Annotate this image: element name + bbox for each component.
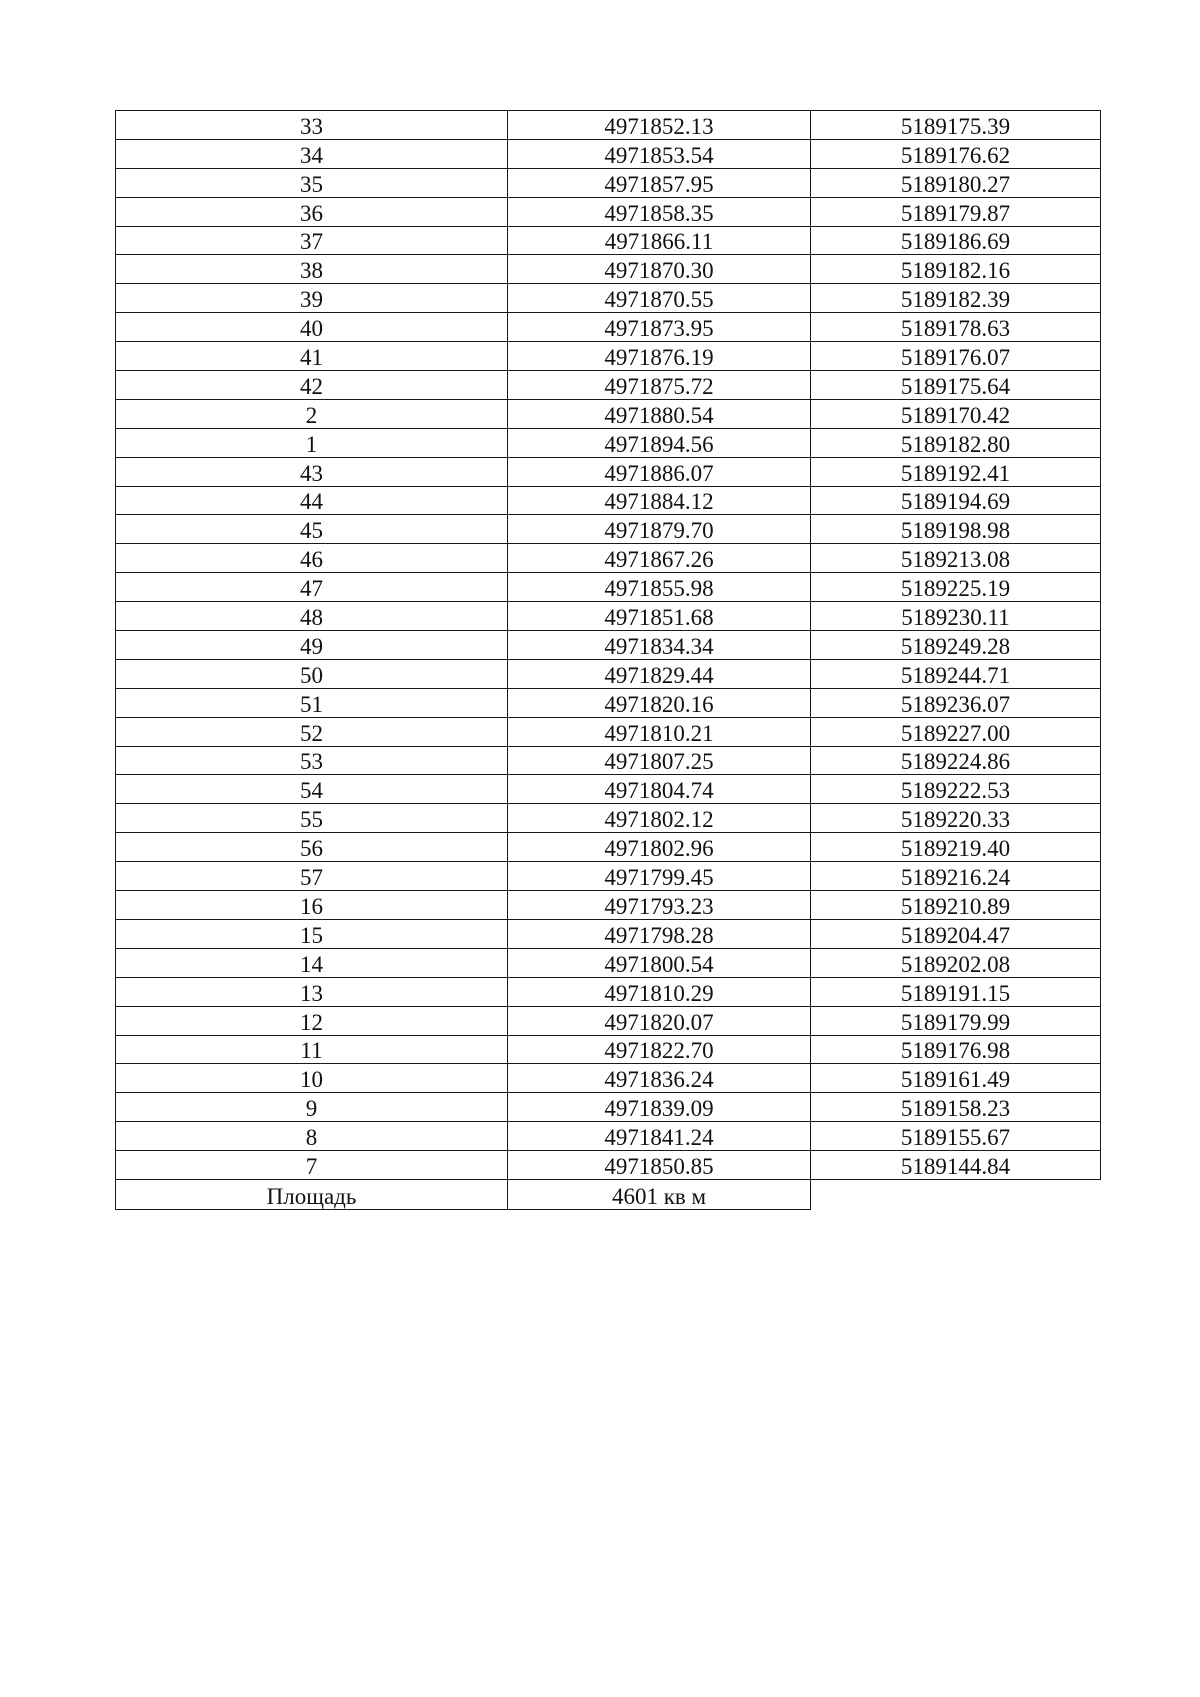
point-number-cell	[116, 1151, 508, 1180]
y-coordinate-cell	[811, 746, 1101, 775]
point-number-cell	[116, 1093, 508, 1122]
point-number-cell	[116, 977, 508, 1006]
y-coordinate-text: 5189230.11	[901, 605, 1010, 631]
coordinates-table	[115, 110, 1101, 1210]
point-number-cell	[116, 111, 508, 140]
y-coordinate-cell	[811, 631, 1101, 660]
point-number-text: 43	[300, 460, 323, 486]
y-coordinate-cell	[811, 197, 1101, 226]
y-coordinate-text: 5189224.86	[900, 749, 1011, 775]
y-coordinate-text: 5189182.80	[900, 431, 1011, 457]
table-row	[116, 515, 1101, 544]
x-coordinate-cell	[508, 659, 811, 688]
point-number-cell	[116, 717, 508, 746]
y-coordinate-cell	[811, 255, 1101, 284]
point-number-cell	[116, 428, 508, 457]
point-number-cell	[116, 688, 508, 717]
y-coordinate-cell	[811, 1064, 1101, 1093]
table-row	[116, 775, 1101, 804]
y-coordinate-cell	[811, 602, 1101, 631]
point-number-text: 13	[300, 980, 323, 1006]
point-number-text: 11	[300, 1038, 323, 1064]
point-number-cell	[116, 804, 508, 833]
x-coordinate-text: 4971880.54	[604, 402, 714, 428]
table-row	[116, 602, 1101, 631]
x-coordinate-cell	[508, 1035, 811, 1064]
y-coordinate-text: 5189204.47	[900, 922, 1011, 948]
y-coordinate-cell	[811, 948, 1101, 977]
x-coordinate-text: 4971886.07	[604, 460, 714, 486]
table-row	[116, 284, 1101, 313]
point-number-cell	[116, 948, 508, 977]
x-coordinate-cell	[508, 428, 811, 457]
y-coordinate-cell	[811, 226, 1101, 255]
table-row	[116, 659, 1101, 688]
x-coordinate-text: 4971807.25	[604, 749, 714, 775]
point-number-cell	[116, 1064, 508, 1093]
x-coordinate-cell	[508, 1064, 811, 1093]
y-coordinate-text: 5189210.89	[900, 893, 1011, 919]
y-coordinate-text: 5189180.27	[900, 171, 1011, 197]
point-number-text: 57	[300, 865, 323, 891]
x-coordinate-cell	[508, 602, 811, 631]
x-coordinate-cell	[508, 948, 811, 977]
y-coordinate-text: 5189191.15	[900, 980, 1011, 1006]
point-number-text: 42	[300, 373, 323, 399]
table-row	[116, 977, 1101, 1006]
point-number-cell	[116, 226, 508, 255]
x-coordinate-text: 4971873.95	[604, 316, 714, 342]
y-coordinate-text: 5189175.39	[900, 113, 1011, 139]
y-coordinate-cell	[811, 457, 1101, 486]
point-number-text: 46	[300, 547, 323, 573]
y-coordinate-text: 5189192.41	[900, 460, 1011, 486]
table-row	[116, 804, 1101, 833]
point-number-text: 15	[300, 922, 323, 948]
point-number-cell	[116, 659, 508, 688]
y-coordinate-text: 5189176.07	[900, 345, 1011, 371]
table-row	[116, 428, 1101, 457]
y-coordinate-cell	[811, 891, 1101, 920]
point-number-cell	[116, 371, 508, 400]
table-row	[116, 399, 1101, 428]
y-coordinate-text: 5189194.69	[900, 489, 1011, 515]
y-coordinate-text: 5189202.08	[900, 951, 1011, 977]
x-coordinate-text: 4971870.55	[604, 287, 714, 313]
y-coordinate-cell	[811, 833, 1101, 862]
x-coordinate-cell	[508, 688, 811, 717]
point-number-cell	[116, 139, 508, 168]
table-row	[116, 255, 1101, 284]
x-coordinate-cell	[508, 775, 811, 804]
x-coordinate-cell	[508, 371, 811, 400]
y-coordinate-cell	[811, 313, 1101, 342]
point-number-cell	[116, 919, 508, 948]
x-coordinate-cell	[508, 891, 811, 920]
point-number-text: 2	[305, 402, 318, 428]
x-coordinate-text: 4971810.21	[604, 720, 714, 746]
x-coordinate-cell	[508, 284, 811, 313]
point-number-cell	[116, 313, 508, 342]
x-coordinate-cell	[508, 862, 811, 891]
y-coordinate-text: 5189236.07	[900, 691, 1011, 717]
point-number-cell	[116, 833, 508, 862]
point-number-cell	[116, 399, 508, 428]
x-coordinate-cell	[508, 746, 811, 775]
y-coordinate-text: 5189227.00	[900, 720, 1011, 746]
x-coordinate-cell	[508, 1093, 811, 1122]
point-number-text: 41	[300, 345, 323, 371]
table-row	[116, 544, 1101, 573]
y-coordinate-text: 5189155.67	[900, 1125, 1011, 1151]
table-row	[116, 342, 1101, 371]
x-coordinate-cell	[508, 1122, 811, 1151]
y-coordinate-cell	[811, 399, 1101, 428]
y-coordinate-cell	[811, 111, 1101, 140]
point-number-cell	[116, 1122, 508, 1151]
y-coordinate-cell	[811, 168, 1101, 197]
x-coordinate-text: 4971820.07	[604, 1009, 714, 1035]
point-number-cell	[116, 775, 508, 804]
table-row	[116, 168, 1101, 197]
point-number-text: 47	[300, 576, 323, 602]
y-coordinate-text: 5189222.53	[900, 778, 1011, 804]
x-coordinate-text: 4971852.13	[604, 113, 714, 139]
y-coordinate-cell	[811, 573, 1101, 602]
x-coordinate-cell	[508, 486, 811, 515]
point-number-cell	[116, 486, 508, 515]
x-coordinate-text: 4971822.70	[604, 1038, 714, 1064]
x-coordinate-cell	[508, 717, 811, 746]
point-number-cell	[116, 891, 508, 920]
x-coordinate-text: 4971802.12	[604, 807, 714, 833]
y-coordinate-text: 5189186.69	[900, 229, 1011, 255]
point-number-cell	[116, 602, 508, 631]
x-coordinate-cell	[508, 631, 811, 660]
y-coordinate-text: 5189244.71	[900, 662, 1011, 688]
x-coordinate-text: 4971834.34	[604, 633, 714, 659]
table-row	[116, 111, 1101, 140]
y-coordinate-text: 5189170.42	[900, 402, 1011, 428]
y-coordinate-cell	[811, 1151, 1101, 1180]
point-number-text: 33	[300, 113, 323, 139]
point-number-text: 40	[300, 316, 323, 342]
x-coordinate-cell	[508, 919, 811, 948]
point-number-cell	[116, 515, 508, 544]
x-coordinate-text: 4971857.95	[604, 171, 714, 197]
point-number-cell	[116, 342, 508, 371]
x-coordinate-cell	[508, 977, 811, 1006]
x-coordinate-cell	[508, 573, 811, 602]
table-row	[116, 371, 1101, 400]
point-number-cell	[116, 457, 508, 486]
y-coordinate-text: 5189198.98	[900, 518, 1011, 544]
x-coordinate-text: 4971879.70	[604, 518, 714, 544]
x-coordinate-text: 4971870.30	[604, 258, 714, 284]
y-coordinate-cell	[811, 342, 1101, 371]
point-number-text: 45	[300, 518, 323, 544]
area-label: Площадь	[266, 1183, 357, 1209]
table-row	[116, 197, 1101, 226]
x-coordinate-text: 4971793.23	[604, 893, 714, 919]
point-number-text: 54	[300, 778, 323, 804]
x-coordinate-cell	[508, 399, 811, 428]
y-coordinate-text: 5189178.63	[900, 316, 1011, 342]
x-coordinate-cell	[508, 833, 811, 862]
table-row	[116, 833, 1101, 862]
point-number-text: 49	[300, 633, 323, 659]
table-row	[116, 1035, 1101, 1064]
x-coordinate-text: 4971836.24	[604, 1067, 714, 1093]
table-row	[116, 1064, 1101, 1093]
x-coordinate-cell	[508, 313, 811, 342]
y-coordinate-text: 5189219.40	[900, 836, 1011, 862]
table-row	[116, 313, 1101, 342]
x-coordinate-text: 4971850.85	[604, 1153, 714, 1179]
table-row	[116, 862, 1101, 891]
point-number-cell	[116, 862, 508, 891]
table-row	[116, 746, 1101, 775]
y-coordinate-text: 5189216.24	[900, 865, 1011, 891]
y-coordinate-cell	[811, 515, 1101, 544]
x-coordinate-cell	[508, 226, 811, 255]
point-number-text: 51	[300, 691, 323, 717]
table-row	[116, 891, 1101, 920]
table-row	[116, 1006, 1101, 1035]
y-coordinate-cell	[811, 717, 1101, 746]
x-coordinate-cell	[508, 1006, 811, 1035]
table-row	[116, 948, 1101, 977]
point-number-text: 37	[300, 229, 323, 255]
y-coordinate-cell	[811, 688, 1101, 717]
table-row	[116, 457, 1101, 486]
x-coordinate-text: 4971820.16	[604, 691, 714, 717]
point-number-text: 48	[300, 605, 323, 631]
x-coordinate-text: 4971894.56	[604, 431, 714, 457]
area-row	[116, 1179, 1101, 1209]
y-coordinate-text: 5189179.87	[900, 200, 1011, 226]
y-coordinate-text: 5189182.16	[900, 258, 1011, 284]
point-number-text: 39	[300, 287, 323, 313]
y-coordinate-text: 5189176.98	[900, 1038, 1011, 1064]
point-number-cell	[116, 544, 508, 573]
table-row	[116, 1093, 1101, 1122]
point-number-text: 53	[300, 749, 323, 775]
point-number-cell	[116, 255, 508, 284]
x-coordinate-text: 4971839.09	[604, 1096, 714, 1122]
x-coordinate-text: 4971866.11	[604, 229, 714, 255]
y-coordinate-cell	[811, 775, 1101, 804]
y-coordinate-cell	[811, 804, 1101, 833]
x-coordinate-cell	[508, 804, 811, 833]
y-coordinate-cell	[811, 428, 1101, 457]
point-number-text: 14	[300, 951, 323, 977]
x-coordinate-text: 4971802.96	[604, 836, 714, 862]
point-number-cell	[116, 746, 508, 775]
area-value: 4601 кв м	[611, 1183, 707, 1209]
point-number-text: 12	[300, 1009, 323, 1035]
table-row	[116, 919, 1101, 948]
point-number-text: 50	[300, 662, 323, 688]
table-row	[116, 688, 1101, 717]
x-coordinate-text: 4971810.29	[604, 980, 714, 1006]
y-coordinate-text: 5189144.84	[900, 1153, 1011, 1179]
point-number-text: 9	[305, 1096, 318, 1122]
table-row	[116, 486, 1101, 515]
y-coordinate-text: 5189179.99	[900, 1009, 1011, 1035]
x-coordinate-cell	[508, 515, 811, 544]
x-coordinate-text: 4971851.68	[604, 605, 714, 631]
x-coordinate-cell	[508, 139, 811, 168]
x-coordinate-cell	[508, 111, 811, 140]
y-coordinate-cell	[811, 919, 1101, 948]
point-number-text: 44	[300, 489, 323, 515]
x-coordinate-text: 4971855.98	[604, 576, 714, 602]
x-coordinate-cell	[508, 197, 811, 226]
y-coordinate-cell	[811, 139, 1101, 168]
table-row	[116, 1122, 1101, 1151]
point-number-text: 56	[300, 836, 323, 862]
y-coordinate-text: 5189225.19	[900, 576, 1011, 602]
point-number-cell	[116, 631, 508, 660]
y-coordinate-text: 5189213.08	[900, 547, 1011, 573]
y-coordinate-cell	[811, 371, 1101, 400]
coordinates-table-body	[116, 111, 1101, 1210]
table-row	[116, 717, 1101, 746]
y-coordinate-cell	[811, 977, 1101, 1006]
table-row	[116, 226, 1101, 255]
y-coordinate-cell	[811, 544, 1101, 573]
x-coordinate-text: 4971884.12	[604, 489, 714, 515]
x-coordinate-text: 4971798.28	[604, 922, 714, 948]
x-coordinate-text: 4971876.19	[604, 345, 714, 371]
y-coordinate-cell	[811, 1035, 1101, 1064]
table-row	[116, 631, 1101, 660]
area-label-cell	[116, 1179, 508, 1209]
x-coordinate-cell	[508, 457, 811, 486]
x-coordinate-text: 4971853.54	[604, 142, 714, 168]
point-number-text: 8	[305, 1125, 318, 1151]
area-value-cell	[508, 1179, 811, 1209]
x-coordinate-text: 4971799.45	[604, 865, 714, 891]
y-coordinate-cell	[811, 659, 1101, 688]
y-coordinate-text: 5189182.39	[900, 287, 1011, 313]
x-coordinate-cell	[508, 1151, 811, 1180]
y-coordinate-cell	[811, 1093, 1101, 1122]
point-number-cell	[116, 168, 508, 197]
y-coordinate-text: 5189161.49	[900, 1067, 1011, 1093]
y-coordinate-text: 5189220.33	[900, 807, 1011, 833]
y-coordinate-cell	[811, 1006, 1101, 1035]
point-number-text: 16	[300, 893, 323, 919]
point-number-text: 55	[300, 807, 323, 833]
table-row	[116, 573, 1101, 602]
y-coordinate-cell	[811, 486, 1101, 515]
point-number-text: 34	[300, 142, 323, 168]
x-coordinate-text: 4971800.54	[604, 951, 714, 977]
empty-cell	[811, 1179, 1101, 1209]
x-coordinate-text: 4971841.24	[604, 1125, 714, 1151]
y-coordinate-cell	[811, 862, 1101, 891]
x-coordinate-cell	[508, 544, 811, 573]
y-coordinate-cell	[811, 1122, 1101, 1151]
y-coordinate-text: 5189175.64	[900, 373, 1011, 399]
point-number-text: 7	[305, 1153, 318, 1179]
point-number-text: 10	[300, 1067, 323, 1093]
point-number-text: 38	[300, 258, 323, 284]
x-coordinate-text: 4971804.74	[604, 778, 714, 804]
y-coordinate-text: 5189249.28	[900, 633, 1011, 659]
point-number-cell	[116, 573, 508, 602]
point-number-text: 35	[300, 171, 323, 197]
x-coordinate-text: 4971858.35	[604, 200, 714, 226]
point-number-text: 52	[300, 720, 323, 746]
x-coordinate-cell	[508, 168, 811, 197]
x-coordinate-cell	[508, 255, 811, 284]
table-row	[116, 139, 1101, 168]
table-row	[116, 1151, 1101, 1180]
point-number-text: 1	[305, 431, 318, 457]
y-coordinate-text: 5189158.23	[900, 1096, 1011, 1122]
y-coordinate-cell	[811, 284, 1101, 313]
x-coordinate-text: 4971875.72	[604, 373, 714, 399]
y-coordinate-text: 5189176.62	[900, 142, 1011, 168]
x-coordinate-cell	[508, 342, 811, 371]
point-number-text: 36	[300, 200, 323, 226]
point-number-cell	[116, 284, 508, 313]
point-number-cell	[116, 197, 508, 226]
point-number-cell	[116, 1035, 508, 1064]
x-coordinate-text: 4971829.44	[604, 662, 714, 688]
point-number-cell	[116, 1006, 508, 1035]
x-coordinate-text: 4971867.26	[604, 547, 714, 573]
